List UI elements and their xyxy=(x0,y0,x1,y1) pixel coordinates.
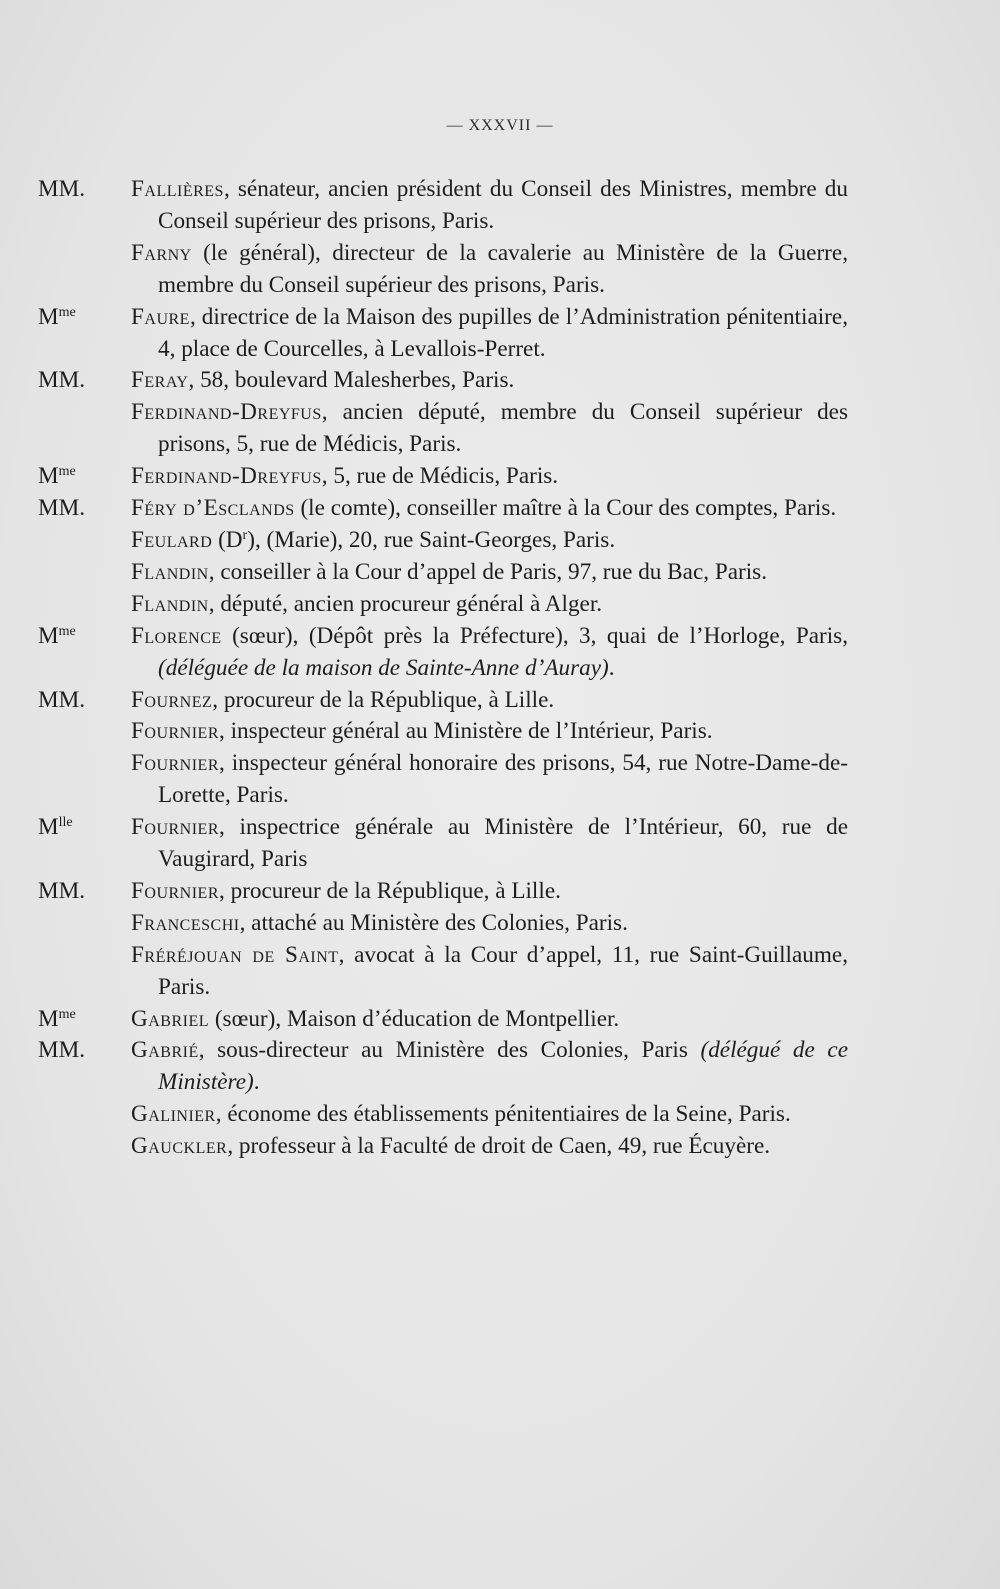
list-item xyxy=(38,174,848,238)
member-details: , inspectrice générale au Ministère de l’Intérieur, 60, rue de Vaugirard, Paris xyxy=(158,814,848,873)
member-details: , avocat à la Cour d’appel, 11, rue Saint-Guillaume, Paris. xyxy=(158,941,848,1000)
list-item xyxy=(38,557,848,589)
list-item xyxy=(38,908,848,940)
member-details: , sénateur, ancien président du Conseil des Ministres, membre du Conseil supérieur des prisons, Paris. xyxy=(158,176,848,234)
member-name: Feulard xyxy=(131,526,213,553)
title-prefix: MM. xyxy=(38,495,86,522)
list-item xyxy=(38,940,848,1004)
member-details: , inspecteur général au Ministère de l’Intérieur, Paris. xyxy=(219,718,713,745)
member-details: , conseiller à la Cour d’appel de Paris, 97, rue du Bac, Paris. xyxy=(208,558,767,585)
member-name: Ferdinand-Dreyfus xyxy=(131,463,322,490)
member-name: Farny xyxy=(131,239,192,266)
title-prefix: $M^{lle}$ xyxy=(38,814,73,841)
list-item xyxy=(38,1099,848,1131)
member-details: (sœur), Maison d’éducation de Montpellier. xyxy=(209,1005,620,1032)
list-item xyxy=(38,493,848,525)
member-name: Faure xyxy=(131,303,190,330)
list-item xyxy=(38,812,848,876)
list-item xyxy=(38,621,848,685)
member-name: Fournier xyxy=(131,877,220,904)
page-number: — XXXVII — xyxy=(446,117,554,134)
member-details: (sœur), (Dépôt près la Préfecture), 3, quai de l’Horloge, Paris, xyxy=(221,622,848,649)
list-item xyxy=(38,397,848,461)
member-details: , inspecteur général honoraire des prisons, 54, rue Notre-Dame-de-Lorette, Paris. xyxy=(158,750,848,809)
member-name: Feray xyxy=(131,367,189,394)
member-name: Flandin xyxy=(131,558,209,585)
list-item xyxy=(38,1131,848,1163)
member-details: , 58, boulevard Malesherbes, Paris. xyxy=(188,367,515,394)
member-name: Fréréjouan de Saint xyxy=(131,941,339,968)
member-name: Fournier xyxy=(131,750,220,777)
title-prefix: MM. xyxy=(38,877,86,904)
list-item xyxy=(38,238,848,302)
member-name: Fournez xyxy=(131,686,213,713)
title-prefix: MM. xyxy=(38,1037,86,1064)
title-prefix: $M^{me}$ xyxy=(38,622,76,649)
member-name: Fournier xyxy=(131,814,220,841)
member-name: Franceschi xyxy=(131,909,240,936)
list-item xyxy=(38,525,848,557)
title-prefix: MM. xyxy=(38,686,86,713)
delegation-note: (déléguée de la maison de Sainte-Anne d’Auray) xyxy=(158,654,609,681)
member-details: , directrice de la Maison des pupilles de l’Administration pénitentiaire, 4, place de Courcelles, à Levallois-Perret. xyxy=(158,303,848,362)
title-prefix: MM. xyxy=(38,176,86,202)
member-name: Ferdinand-Dreyfus xyxy=(131,399,322,426)
member-details: (le général), directeur de la cavalerie au Ministère de la Guerre, membre du Conseil supérieur des prisons, Paris. xyxy=(158,239,848,298)
member-name: Fallières xyxy=(131,176,224,202)
member-name: Galinier xyxy=(131,1101,216,1128)
member-details: , ancien député, membre du Conseil supérieur des prisons, 5, rue de Médicis, Paris. xyxy=(158,399,848,458)
entry-tail: . xyxy=(608,654,615,681)
member-name: Fournier xyxy=(131,718,220,745)
member-details: , sous-directeur au Ministère des Colonies, Paris xyxy=(198,1037,701,1064)
list-item xyxy=(38,589,848,621)
title-prefix: $M^{me}$ xyxy=(38,1005,76,1032)
list-item xyxy=(38,685,848,717)
list-item xyxy=(38,1004,848,1036)
title-prefix: $M^{me}$ xyxy=(38,303,76,330)
member-name: Gauckler xyxy=(131,1133,228,1160)
member-list xyxy=(38,174,848,1163)
member-name: Gabriel xyxy=(131,1005,210,1032)
member-name: Flandin xyxy=(131,590,209,617)
entry-tail: . xyxy=(253,1069,260,1096)
member-details: , député, ancien procureur général à Alger. xyxy=(208,590,603,617)
list-item xyxy=(38,876,848,908)
member-name: Féry d’Esclands xyxy=(131,495,295,522)
list-item xyxy=(38,302,848,366)
member-details: $(D^r)$, (Marie), 20, rue Saint-Georges, Paris. xyxy=(212,526,616,553)
title-prefix: $M^{me}$ xyxy=(38,463,76,490)
list-item xyxy=(38,461,848,493)
list-item xyxy=(38,365,848,397)
member-details: , attaché au Ministère des Colonies, Paris. xyxy=(239,909,628,936)
member-details: (le comte), conseiller maître à la Cour des comptes, Paris. xyxy=(294,495,837,522)
list-item xyxy=(38,716,848,748)
list-item xyxy=(38,748,848,812)
member-name: Gabrié xyxy=(131,1037,199,1064)
member-details: , professeur à la Faculté de droit de Caen, 49, rue Écuyère. xyxy=(227,1133,771,1160)
delegation-note: (délégué de ce Ministère) xyxy=(158,1037,848,1096)
member-details: , économe des établissements pénitentiaires de la Seine, Paris. xyxy=(215,1101,791,1128)
member-details: , procureur de la République, à Lille. xyxy=(219,877,561,904)
list-item xyxy=(38,1035,848,1099)
member-name: Florence xyxy=(131,622,222,649)
member-details: , 5, rue de Médicis, Paris. xyxy=(321,463,559,490)
member-details: , procureur de la République, à Lille. xyxy=(212,686,555,713)
title-prefix: MM. xyxy=(38,367,86,394)
